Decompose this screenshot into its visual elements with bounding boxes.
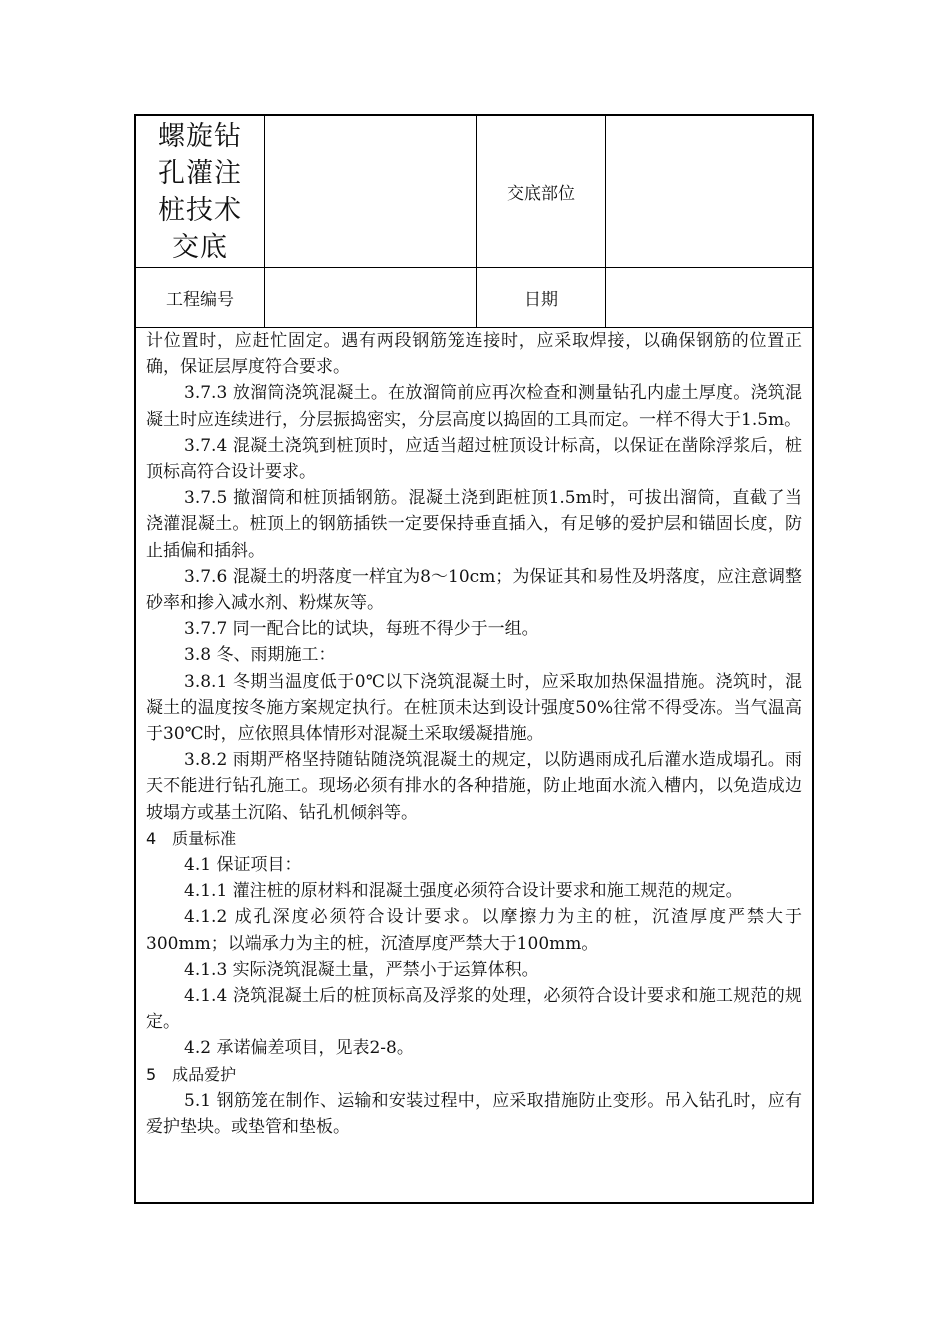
- paragraph: 3.8 冬、雨期施工：: [184, 645, 336, 666]
- project-no-value: [265, 268, 476, 327]
- paragraph: 4.1.4 浇筑混凝土后的桩顶标高及浮浆的处理，必须符合设计要求和施工规范的规定。: [146, 986, 802, 1033]
- date-value: [606, 268, 812, 327]
- position-label: 交底部位: [507, 184, 575, 204]
- paragraph: 5.1 钢筋笼在制作、运输和安装过程中，应采取措施防止变形。吊入钻孔时，应有爱护垫块。或垫管和垫板。: [146, 1090, 802, 1138]
- paragraph: 4.1 保证项目：: [184, 855, 302, 876]
- disclosure-form: [134, 114, 814, 1204]
- project-no-label: 工程编号: [166, 290, 234, 310]
- paragraph: 3.8.2 雨期严格坚持随钻随浇筑混凝土的规定，以防遇雨成孔后灌水造成塌孔。雨天不能进行钻孔施工。现场必须有排水的各种措施，防止地面水流入槽内，以免造成边坡塌方或基土沉陷、钻孔机倾斜等。: [146, 750, 802, 823]
- paragraph: 4.1.2 成孔深度必须符合设计要求。以摩擦力为主的桩，沉渣厚度严禁大于300mm；以端承力为主的桩，沉渣厚度严禁大于100mm。: [146, 907, 802, 954]
- paragraph: 3.7.5 撤溜筒和桩顶插钢筋。混凝土浇到距桩顶1.5m时，可拔出溜筒，直截了当浇灌混凝土。桩顶上的钢筋插铁一定要保持垂直插入，有足够的爱护层和锚固长度，防止插偏和插斜。: [146, 488, 802, 561]
- document-body: [146, 328, 802, 1140]
- date-label: 日期: [524, 290, 558, 310]
- paragraph: 计位置时，应赶忙固定。遇有两段钢筋笼连接时，应采取焊接，以确保钢筋的位置正确，保证层厚度符合要求。: [146, 331, 802, 378]
- paragraph: 3.7.7 同一配合比的试块，每班不得少于一组。: [184, 619, 539, 640]
- paragraph: 3.7.6 混凝土的坍落度一样宜为8～10cm；为保证其和易性及坍落度，应注意调整砂率和掺入减水剂、粉煤灰等。: [146, 566, 802, 614]
- section-heading: 5 成品爱护: [146, 1064, 237, 1084]
- paragraph: 3.7.3 放溜筒浇筑混凝土。在放溜筒前应再次检查和测量钻孔内虚土厚度。浇筑混凝土时应连续进行，分层振捣密实，分层高度以捣固的工具而定。一样不得大于1.5m。: [146, 383, 802, 430]
- document-title: 螺旋钻 孔灌注 桩技术 交底: [158, 121, 242, 263]
- header-table: [136, 116, 812, 328]
- blank-cell: [265, 116, 476, 267]
- paragraph: 4.2 承诺偏差项目，见表2-8。: [184, 1038, 414, 1059]
- paragraph: 4.1.1 灌注桩的原材料和混凝土强度必须符合设计要求和施工规范的规定。: [184, 881, 743, 902]
- position-value: [606, 116, 812, 267]
- paragraph: 3.7.4 混凝土浇筑到桩顶时，应适当超过桩顶设计标高，以保证在凿除浮浆后，桩顶标高符合设计要求。: [146, 435, 802, 483]
- section-heading: 4 质量标准: [146, 828, 237, 848]
- paragraph: 3.8.1 冬期当温度低于0℃以下浇筑混凝土时，应采取加热保温措施。浇筑时，混凝土的温度按冬施方案规定执行。在桩顶未达到设计强度50%往常不得受冻。当气温高于30℃时，应依照具体情形对混凝土采取缓凝措施。: [146, 671, 802, 745]
- paragraph: 4.1.3 实际浇筑混凝土量，严禁小于运算体积。: [184, 959, 539, 980]
